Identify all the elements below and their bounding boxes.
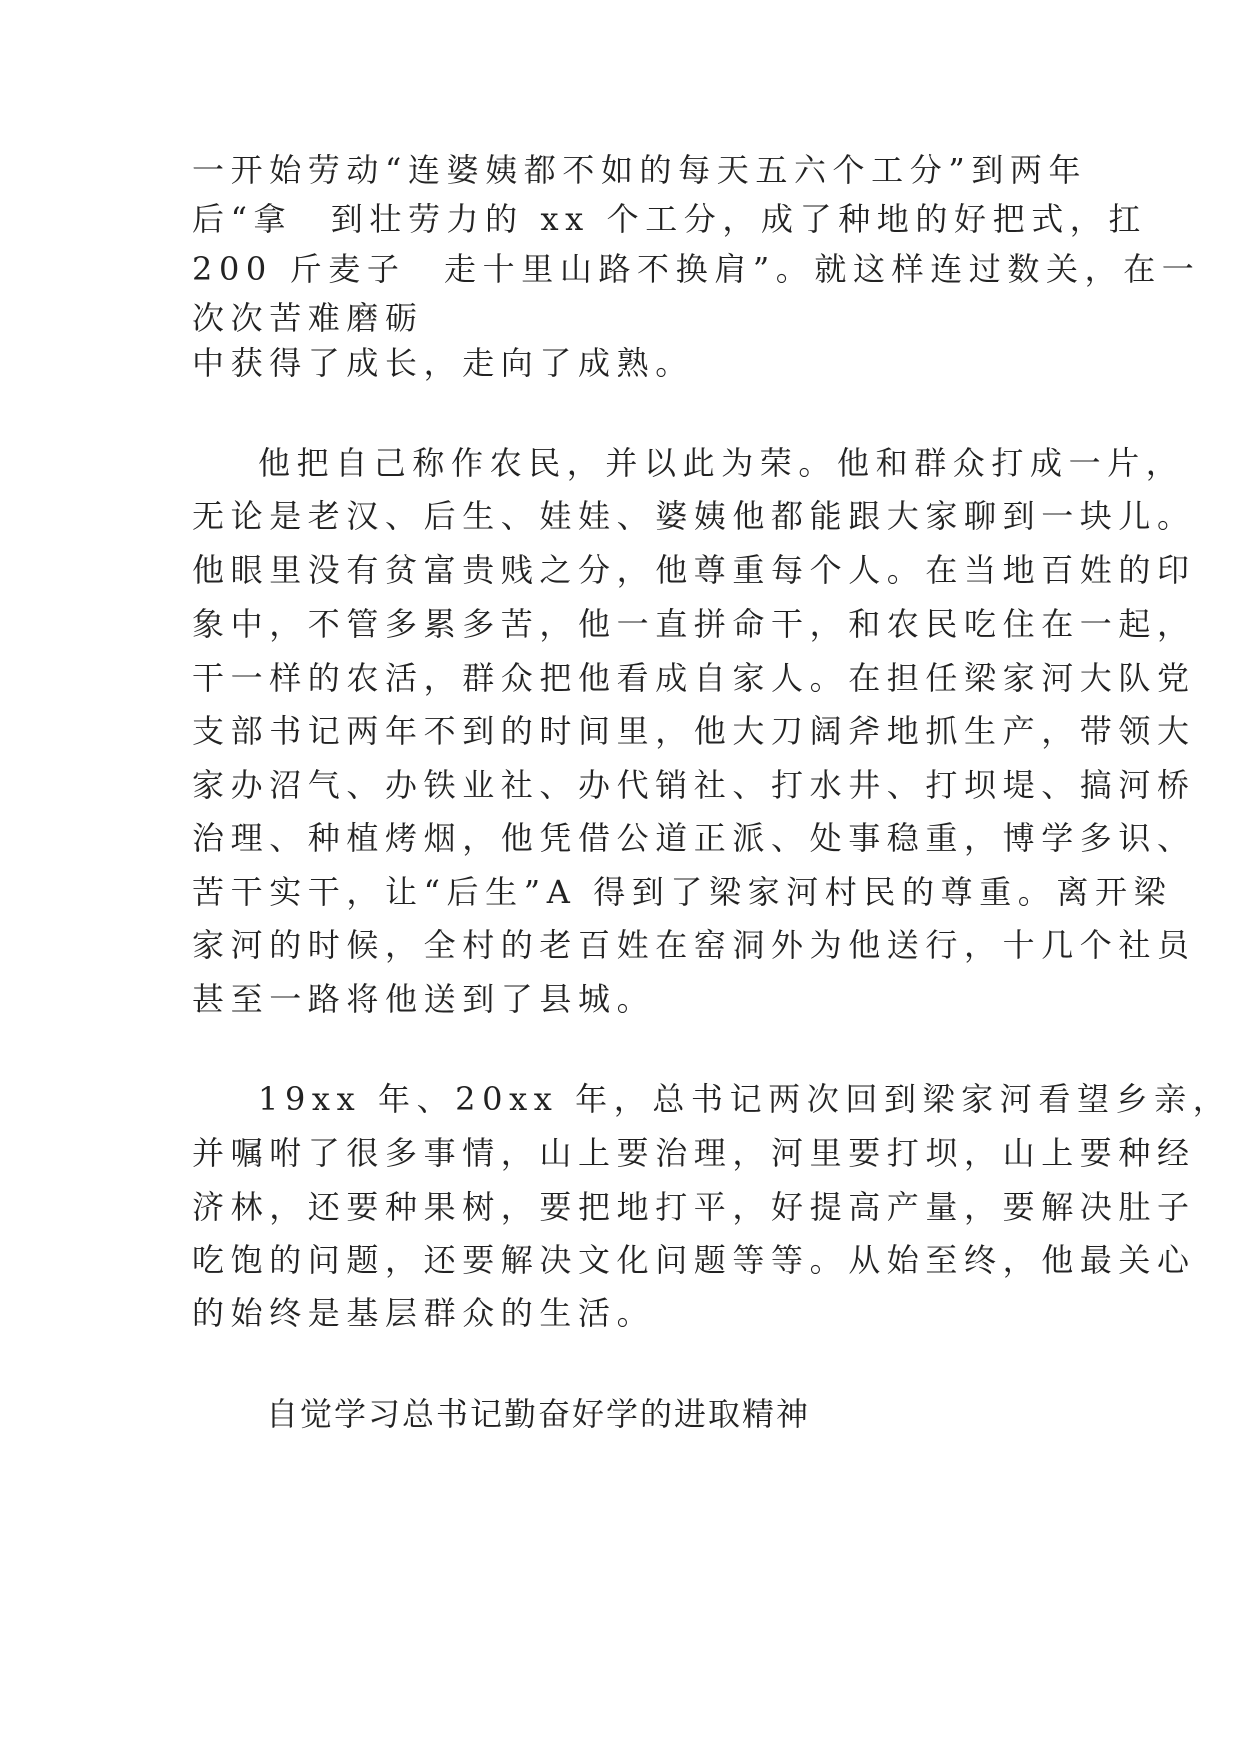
text-line: 一开始劳动“连婆姨都不如的每天五六个工分”到两年 — [192, 151, 1088, 189]
text-line: 治理、种植烤烟，他凭借公道正派、处事稳重，博学多识、 — [192, 819, 1196, 857]
text-line: 苦干实干，让“后生”A 得到了梁家河村民的尊重。离开梁 — [192, 873, 1173, 911]
text-line: 济林，还要种果树，要把地打平，好提高产量，要解决肚子 — [192, 1188, 1196, 1226]
text-line: 200 斤麦子 走十里山路不换肩”。就这样连过数关，在一 — [192, 250, 1201, 288]
text-line: 吃饱的问题，还要解决文化问题等等。从始至终，他最关心 — [192, 1241, 1196, 1279]
text-line: 家河的时候，全村的老百姓在窑洞外为他送行，十几个社员 — [192, 926, 1196, 964]
text-line: 支部书记两年不到的时间里，他大刀阔斧地抓生产，带领大 — [192, 712, 1196, 750]
text-line: 他把自己称作农民，并以此为荣。他和群众打成一片， — [258, 444, 1185, 482]
text-line: 象中，不管多累多苦，他一直拼命干，和农民吃住在一起， — [192, 605, 1196, 643]
text-line: 的始终是基层群众的生活。 — [192, 1294, 656, 1332]
section-heading: 自觉学习总书记勤奋好学的进取精神 — [266, 1395, 811, 1433]
text-line: 19xx 年、20xx 年，总书记两次回到梁家河看望乡亲， — [258, 1080, 1232, 1118]
text-line: 后“拿 到壮劳力的 xx 个工分，成了种地的好把式，扛 — [192, 200, 1147, 238]
text-line: 次次苦难磨砺 — [192, 299, 424, 337]
text-line: 干一样的农活，群众把他看成自家人。在担任梁家河大队党 — [192, 659, 1196, 697]
text-line: 无论是老汉、后生、娃娃、婆姨他都能跟大家聊到一块儿。 — [192, 497, 1196, 535]
text-line: 甚至一路将他送到了县城。 — [192, 980, 656, 1018]
text-line: 中获得了成长，走向了成熟。 — [192, 344, 694, 382]
text-line: 并嘱咐了很多事情，山上要治理，河里要打坝，山上要种经 — [192, 1134, 1196, 1172]
text-line: 家办沼气、办铁业社、办代销社、打水井、打坝堤、搞河桥 — [192, 766, 1196, 804]
text-line: 他眼里没有贫富贵贱之分，他尊重每个人。在当地百姓的印 — [192, 551, 1196, 589]
